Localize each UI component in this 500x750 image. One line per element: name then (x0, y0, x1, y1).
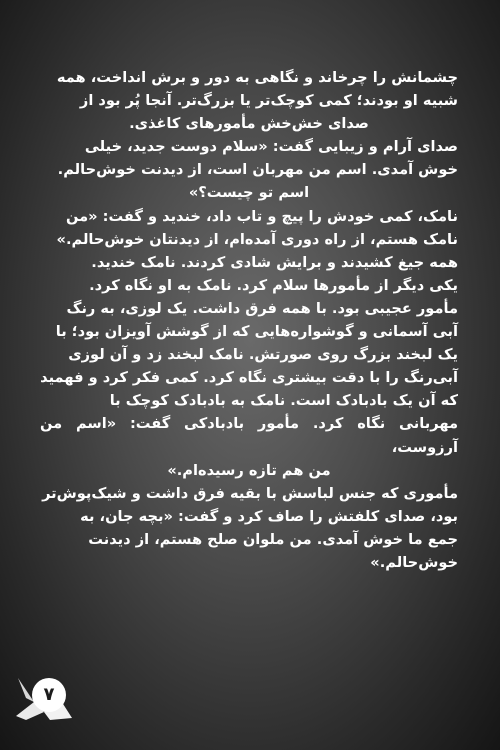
text-line: نامک، کمی خودش را پیچ و تاب داد، خندید و گفت: «من (65, 207, 458, 225)
text-line: مأموری که جنس لباسش با بقیه فرق داشت و شیک‌پوش‌تر (42, 484, 458, 502)
text-line: اسم تو چیست؟» (188, 184, 310, 202)
page-number-badge (14, 672, 74, 722)
text-line: خوش‌حالم.» (370, 553, 458, 571)
story-text (40, 66, 458, 574)
text-line: من هم تازه رسیده‌ام.» (167, 461, 331, 479)
text-line: مهربانی نگاه کرد. مأمور بادبادکی گفت: «اسم من آرزوست، (40, 415, 458, 456)
text-line: آبی‌رنگ را با دقت بیشتری نگاه کرد. کمی فکر کرد و فهمید (40, 369, 458, 387)
text-line: صدای خش‌خش مأمورهای کاغذی. (129, 115, 369, 133)
paragraph-3 (40, 205, 458, 482)
text-line: بود، صدای کلفتش را صاف کرد و گفت: «بچه جان، به (80, 507, 458, 525)
text-line: صدای آرام و زیبایی گفت: «سلام دوست جدید، خیلی (84, 138, 458, 156)
paragraph-2 (40, 135, 458, 204)
text-line: چشمانش را چرخاند و نگاهی به دور و برش انداخت، همه (56, 69, 458, 86)
paragraph-4 (40, 482, 458, 574)
paragraph-1 (40, 66, 458, 135)
text-line: شبیه او بودند؛ کمی کوچک‌تر یا بزرگ‌تر. آنجا پُر بود از (79, 92, 458, 110)
text-line: یک لبخند بزرگ روی صورتش. نامک لبخند زد و آن لوزی (68, 346, 458, 364)
text-line: که آن یک بادبادک است. نامک به بادبادک کوچک با (109, 392, 458, 410)
text-line: جمع ما خوش آمدی. من ملوان صلح هستم، از دیدنت (88, 530, 458, 548)
text-line: یکی دیگر از مأمورها سلام کرد. نامک به او نگاه کرد. (89, 276, 458, 294)
text-line: نامک هستم، از راه دوری آمده‌ام، از دیدنتان خوش‌حالم.» (56, 230, 458, 248)
text-line: آبی آسمانی و گوشواره‌هایی که از گوشش آویزان بود؛ با (55, 323, 458, 341)
text-line: خوش آمدی. اسم من مهربان است، از دیدنت خوش‌حالم. (57, 161, 458, 179)
text-line: مأمور عجیبی بود. با همه فرق داشت. یک لوزی، به رنگ (66, 299, 458, 317)
page-number: ۷ (32, 678, 66, 712)
text-line: همه جیغ کشیدند و برایش شادی کردند. نامک خندید. (91, 253, 458, 271)
